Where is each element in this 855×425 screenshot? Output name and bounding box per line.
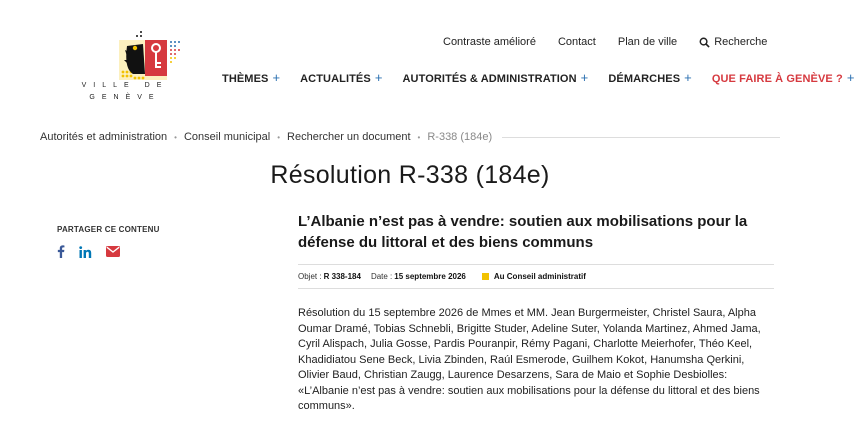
linkedin-icon: [79, 246, 92, 258]
utility-nav: [443, 36, 789, 48]
document-body: Résolution du 15 septembre 2026 de Mmes et MM. Jean Burgermeister, Christel Saura, Alpha Oumar Dramé, Tobias Schnebli, Brigitte Studer, Adeline Suter, Yolanda Martinez, Ahmed Jama, Cyril Alispach, Julia Gosse, Pardis Pouranpir, Rémy Pagani, Charlotte Meierhofer, Théo Keel, Khadidiatou Sene Beck, Livia Zbinden, Raúl Esmerode, Guilhem Kokot, Hanumsha Qerkini, Olivier Baud, Christian Zaugg, Laurence Desarzens, Sara de Maio et Sophie Desbiolles: «L’Albanie n’est pas à vendre: soutien aux mobilisations pour la défense du littoral et des biens communs».: [298, 307, 761, 412]
nav-label: AUTORITÉS & ADMINISTRATION: [402, 73, 577, 85]
breadcrumb-rule: [502, 137, 780, 138]
linkedin-share-button[interactable]: [79, 246, 92, 258]
nav-label: ACTUALITÉS: [300, 73, 371, 85]
date-label: Date :: [370, 272, 393, 281]
geneva-coat-of-arms-icon: [113, 30, 181, 86]
object-label: Objet :: [298, 272, 322, 281]
nav-item-themes[interactable]: [222, 70, 280, 85]
destination-value: Au Conseil administratif: [493, 272, 586, 281]
breadcrumb-item[interactable]: Rechercher un document: [287, 131, 411, 143]
share-title: PARTAGER CE CONTENU: [57, 225, 160, 234]
logo-line-1: VILLE DE: [81, 82, 169, 89]
plus-icon: +: [684, 70, 692, 85]
logo-line-2: GENÈVE: [89, 94, 161, 101]
plus-icon: +: [580, 70, 589, 85]
breadcrumb-separator: •: [174, 132, 177, 142]
envelope-icon: [106, 246, 120, 257]
city-map-link[interactable]: Plan de ville: [617, 36, 678, 48]
breadcrumb-current: R-338 (184e): [427, 131, 493, 143]
page-title: Résolution R-338 (184e): [270, 161, 550, 189]
plus-icon: +: [272, 70, 281, 85]
plus-icon: +: [846, 70, 855, 85]
document-subtitle: L’Albanie n’est pas à vendre: soutien aux mobilisations pour la défense du littoral et des biens communs: [298, 213, 748, 251]
nav-item-what-to-do[interactable]: [712, 70, 855, 85]
nav-item-authorities[interactable]: [403, 70, 589, 85]
breadcrumb-separator: •: [277, 132, 281, 142]
contact-link[interactable]: Contact: [557, 36, 596, 48]
logo-wordmark: [58, 80, 188, 104]
search-label: Recherche: [714, 36, 768, 48]
nav-label: THÈMES: [222, 73, 269, 85]
nav-item-procedures[interactable]: [608, 70, 692, 85]
facebook-share-button[interactable]: [57, 245, 65, 258]
breadcrumb-separator: •: [417, 132, 421, 142]
breadcrumb-item[interactable]: Conseil municipal: [183, 131, 271, 143]
date-value: 15 septembre 2026: [394, 272, 466, 281]
breadcrumb: [40, 131, 780, 143]
nav-label: DÉMARCHES: [608, 73, 681, 85]
destination-square-icon: [482, 273, 489, 280]
object-value: R 338-184: [323, 272, 361, 281]
document-meta: [298, 264, 774, 289]
breadcrumb-item[interactable]: Autorités et administration: [40, 131, 168, 143]
search-icon: [699, 37, 710, 48]
facebook-icon: [57, 245, 65, 258]
search-link[interactable]: [699, 36, 789, 48]
site-logo[interactable]: [58, 22, 188, 102]
nav-label: QUE FAIRE À GENÈVE ?: [711, 73, 843, 85]
plus-icon: +: [374, 70, 383, 85]
share-icons: [57, 245, 160, 258]
main-nav: [222, 70, 855, 85]
share-panel: [57, 225, 160, 258]
nav-item-news[interactable]: [300, 70, 382, 85]
contrast-link[interactable]: Contraste amélioré: [443, 36, 536, 48]
email-share-button[interactable]: [106, 246, 120, 257]
